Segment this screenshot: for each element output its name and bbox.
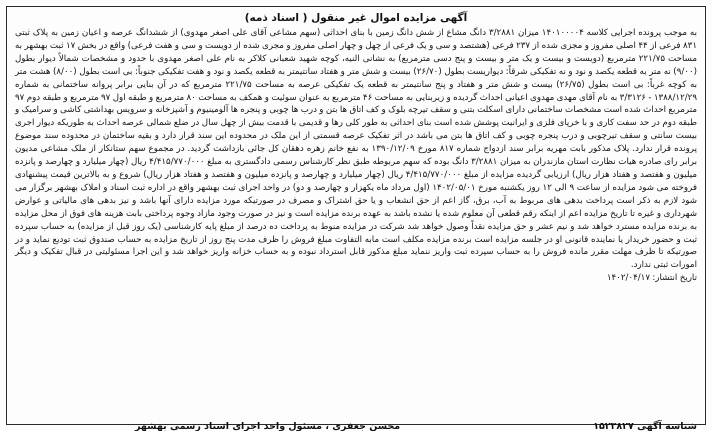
notice-title: آگهی مزایده اموال غیر منقول ( اسناد ذمه)	[244, 12, 468, 24]
notice-body: به موجب پرونده اجرایی کلاسه ۱۴۰۱۰۰۰۰۴ میزان ۳/۲۸۸۱ دانگ مشاع از شش دانگ زمین با بنای احداثی (سهم مشاعی آقای علی اصغر مهدوی) از ششدانگ عرصه و اعیان زمین به پلاک ثبتی ۸۳۱ فرعی از ۴۴ اصلی مفروز و مجزی شده از ۲۳۷ فرعی (هشتصد و سی و یک فرعی از چهل و چهار اصلی مفروز و مجری شده از دویست و سی و هفت فرعی) واقع در بخش ۱۷ ثبت بهشهر به مساحت ۲۲۱/۷۵ مترمربع (دویست و بیست و یک متر و بیست و پنج دسی مترمربع) به نشانی النیه، کوچه شهید شعبانی کلاکر به نام علی اصغر مهدوی با حدود و مشخصات شمالاً دیوار بطول (۹/۰۰) نه متر به قطعه یکصد و نود و نه تفکیکی شرقاً: دیواریست بطول (۲۶/۷۰) بیست و شش متر و هفتاد سانتیمتر به قطعه یکصد و نود و هفت تفکیکی جنوباً: بی است بطول (۸/۰۰) هشت متر به کوچه غرباً: بی است بطول (۲۶/۷۵) بیست و شش متر و هفتاد و پنج سانتیمتر به قطعه یک تفکیکی عرصه به مساحت ۲۲۱/۷۵ مترمربع که در آن بنایی برابر پروانه ساختمانی به شماره ۱۳۸۸/۱۲/۲۹ - ۳/۳۱۲۶ به نام آقای مهدی مهدوی اعیانی احداث گردیده و زیربنایی به مساحت ۴۶ مترمربع به عنوان سوئیت و همکف به مساحت ۸۰ مترمربع و طبقه اول ۹۷ مترمربع و طبقه دوم ۹۷ مترمربع احداث شده است مشخصات ساختمانی دارای اسکلت بتنی و سقف تیرچه بلوک و کف اتاق ها بتن و درب ها چوبی و پنجره ها آلومینیوم و آشپزخانه و سرویس بهداشتی کاشی و سرامیک و طبقه دوم در حد سفت کاری و با خرپای فلزی و ایرانیت پوشش شده است بنای احداثی به طور کلی رها و قدیمی با قدمت بیش از چهل سال در ضلع شمالی عرصه احداث به طوریکه دیوار اجری بیست سانتی و سقف تیرچوبی و درب پنجره چوبی و کف اتاق ها بتن می باشد در اثر تفکیک عرصه قسمتی از این ملک در محدوده این سند قرار دارد و بقیه ساختمان در محدوده سند موضوع پرونده قرار ندارد. پلاک مذکور بابت مهریه برابر سند ازدواج شماره ۸۱۷ مورخ ۱۳۹۰/۱۲/۰۹ به نفع خانم زهره دهقان کل جائی بازداشت گردید. در مجموع سهم ستانکار از ملک مشاعی مدیون برابر رای صادره هیات نظارت استان مازندران به میزان ۳/۲۸۸۱ دانگ بوده که سهم مربوطه طبق نظر کارشناس رسمی دادگستری به مبلغ ۴/۴۱۵/۷۷۰/۰۰۰ ریال (چهار میلیارد و چهارصد و پانزده میلیون و هفتصد و هفتاد هزار ریال) ارزیابی گردیده مزایده از مبلغ ۴/۴۱۵/۷۷۰/۰۰۰ ریال (چهار میلیارد و چهارصد و پانزده میلیون و هفتصد و هفتاد هزار ریال) شروع و به بالاترین قیمت پیشنهادی فروخته می شود مزایده از ساعت ۹ الی ۱۲ روز یکشنبه مورخ ۱۴۰۲/۰۵/۰۱ (اول مرداد ماه یکهزار و چهارصد و دو) در واحد اجرای ثبت بهشهر واقع در اداره ثبت اسناد و املاک بهشهر برگزار می شود لازم به ذکر است پرداخت بدهی های مربوط به آب، برق، گاز اعم از حق انشعاب و یا حق اشتراک و مصرف در صورتیکه مورد مزایده دارای آنها باشد و نیز بدهی های مالیاتی و عوارض شهرداری و غیره تا تاریخ مزایده اعم از اینکه رقم قطعی آن معلوم شده یا نشده باشد به عهده برنده مزایده است و نیز در صورت وجود مازاد وجوه پرداختی بابت هزینه های فوق از محل مزایده به برنده مزایده مسترد خواهد شد و نیم عشر و حق مزایده نقداً وصول خواهد شد شرکت در مزایده منوط به پرداخت ده درصد از مبلغ پایه کارشناسی (یک روز قبل از مزایده) به حساب سپرده ثبت و حضور خریدار یا نماینده قانونی او در جلسه مزایده است برنده مزایده مکلف است مابه التفاوت مبلغ فروش را ظرف مدت پنج روز از تاریخ مزایده به حساب صندوق ثبت تودیع نماید و در صورتیکه تا ظرف مهلت مقرر مانده فروش را به حساب سپرده ثبت واریز ننماید مبلغ مذکور قابل استرداد نبوده و به حساب خزانه واریز خواهد شد و این اجرا مسئولیتی در قبال تفکیک و دیگر امورات ثبتی ندارد.	[15, 28, 698, 271]
publish-date: تاریخ انتشار: ۱۴۰۲/۰۴/۱۷	[606, 273, 697, 284]
notice-frame	[6, 6, 706, 431]
office-signature: محسن جعفری ، مسئول واحد اجرای اسناد رسمی بهشهر	[135, 421, 401, 431]
notice-id: شناسه آگهی ۱۵۲۳۸۲۷	[593, 421, 697, 431]
